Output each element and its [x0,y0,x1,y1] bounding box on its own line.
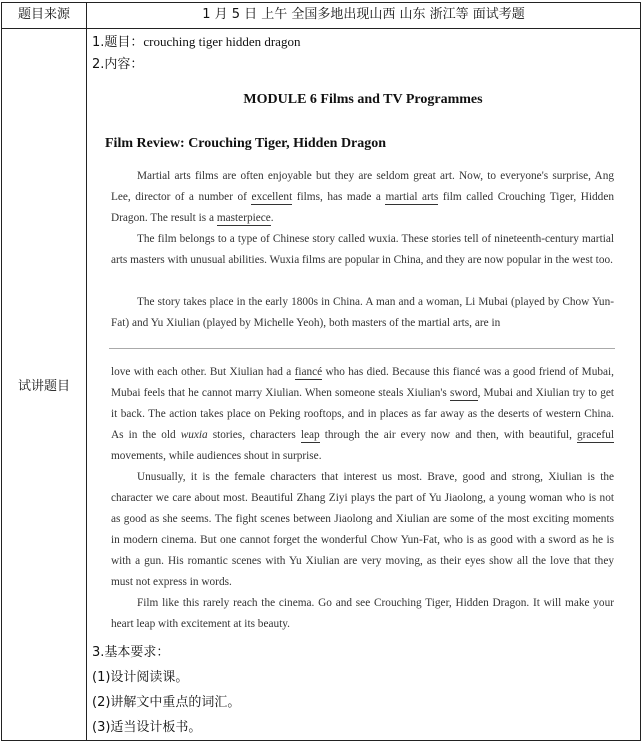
requirement-item: (3)适当设计板书。 [92,720,202,735]
page-break-line [109,348,615,349]
lecture-topic-label: 试讲题目 [2,29,87,741]
content-area [87,29,640,740]
topic-prefix: 1.题目： [92,35,144,50]
keyword-fiance: fiancé [294,366,323,378]
topic-line [92,31,300,50]
source-label: 题目来源 [2,3,87,29]
content-label: 2.内容： [92,57,144,72]
keyword-sword: sword [449,387,478,399]
body-row [2,29,641,741]
keyword-leap: leap [300,429,320,441]
keyword-graceful: graceful [576,429,614,441]
requirement-item: (1)设计阅读课。 [92,670,189,685]
paragraph-2: The film belongs to a type of Chinese story called wuxia. These stories tell of nineteenth-century martial arts masters with unusual abilities. Wuxia films are popular in China, and they are now popular in the west too. [111,233,614,266]
requirements-heading: 3.基本要求： [92,645,170,660]
requirement-item: (2)讲解文中重点的词汇。 [92,695,241,710]
content-cell [87,29,641,741]
paragraph-6: Film like this rarely reach the cinema. Go and see Crouching Tiger, Hidden Dragon. It will make your heart leap with excitement at its beauty. [111,597,614,630]
header-row [2,3,641,29]
review-title: Film Review: Crouching Tiger, Hidden Dragon [105,136,387,151]
topic-value: crouching tiger hidden dragon [143,34,301,49]
paragraph-5: Unusually, it is the female characters that interest us most. Brave, good and strong, Xiulian is the character we care about most. Beautiful Zhang Ziyi plays the part of Yu Jiaolong, a young woman who is not as good as she seems. The fight scenes between Jiaolong and Xiulian are some of the most exciting moments in modern cinema. But one cannot forget the wonderful Chow Yun-Fat, who is as good with a sword as he is with a gun. His romantic scenes with Yu Xiulian are very moving, as their eyes show all the love that they must not express in words. [111,471,614,588]
module-title: MODULE 6 Films and TV Programmes [243,92,483,107]
keyword-excellent: excellent [251,191,293,203]
paragraph-4: love with each other. But Xiulian had a fiancé who has died. Because this fiancé was a good friend of Mubai, Mubai feels that he cannot marry Xiulian. When someone steals Xiulian's sword, Mubai and Xiulian try to get it back. The action takes place on Peking rooftops, and in places as far away as the deserts of western China. As in the old wuxia stories, characters leap through the air every now and then, with beautiful, graceful movements, while audiences shout in surprise. [111,366,614,462]
paragraph-3: The story takes place in the early 1800s in China. A man and a woman, Li Mubai (played by Chow Yun-Fat) and Yu Xiulian (played by Michelle Yeoh), both masters of the martial arts, are in [111,296,614,329]
source-value: 1 月 5 日 上午 全国多地出现山西 山东 浙江等 面试考题 [87,3,641,29]
paragraph-1: Martial arts films are often enjoyable but they are seldom great art. Now, to everyone's surprise, Ang Lee, director of a number of excellent films, has made a martial arts film called Crouching Tiger, Hidden Dragon. The result is a masterpiece. [111,170,614,224]
keyword-martial-arts: martial arts [385,191,439,203]
keyword-masterpiece: masterpiece [216,212,271,224]
exam-table [1,2,641,741]
